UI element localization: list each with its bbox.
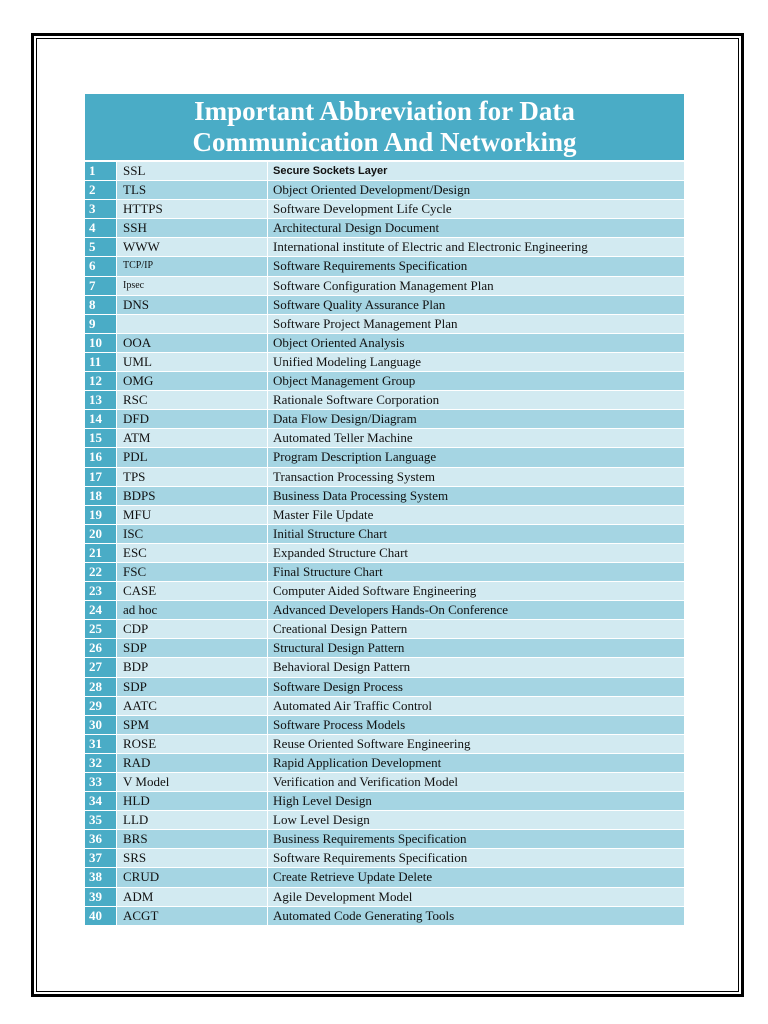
row-number: 36 [85, 830, 117, 848]
table-row [85, 372, 684, 391]
full-form-cell: Advanced Developers Hands-On Conference [268, 601, 684, 619]
table-row [85, 200, 684, 219]
full-form-cell: Transaction Processing System [268, 468, 684, 486]
row-number: 25 [85, 620, 117, 638]
abbreviation-cell: PDL [117, 448, 268, 466]
row-number: 1 [85, 162, 117, 180]
abbreviation-cell: BDPS [117, 487, 268, 505]
full-form-cell: Behavioral Design Pattern [268, 658, 684, 676]
row-number: 30 [85, 716, 117, 734]
abbreviation-cell: DNS [117, 296, 268, 314]
full-form-cell: Rationale Software Corporation [268, 391, 684, 409]
table-row [85, 391, 684, 410]
row-number: 5 [85, 238, 117, 256]
full-form-cell: Initial Structure Chart [268, 525, 684, 543]
row-number: 6 [85, 257, 117, 275]
abbreviation-cell: RAD [117, 754, 268, 772]
row-number: 29 [85, 697, 117, 715]
abbreviation-cell: HLD [117, 792, 268, 810]
full-form-cell: Software Process Models [268, 716, 684, 734]
full-form-cell: Master File Update [268, 506, 684, 524]
full-form-cell: Expanded Structure Chart [268, 544, 684, 562]
full-form-cell: Verification and Verification Model [268, 773, 684, 791]
row-number: 19 [85, 506, 117, 524]
full-form-cell: Automated Code Generating Tools [268, 907, 684, 925]
abbreviation-cell: LLD [117, 811, 268, 829]
full-form-cell: Object Management Group [268, 372, 684, 390]
table-row [85, 697, 684, 716]
table-row [85, 410, 684, 429]
table-row [85, 658, 684, 677]
abbreviation-cell: ESC [117, 544, 268, 562]
abbreviation-cell: RSC [117, 391, 268, 409]
abbreviation-cell: TPS [117, 468, 268, 486]
abbreviation-cell: UML [117, 353, 268, 371]
abbreviation-cell: TLS [117, 181, 268, 199]
row-number: 7 [85, 277, 117, 295]
full-form-cell: Agile Development Model [268, 888, 684, 906]
table-row [85, 735, 684, 754]
full-form-cell: Software Quality Assurance Plan [268, 296, 684, 314]
row-number: 23 [85, 582, 117, 600]
abbreviation-cell: OOA [117, 334, 268, 352]
table-row [85, 487, 684, 506]
row-number: 12 [85, 372, 117, 390]
row-number: 24 [85, 601, 117, 619]
full-form-cell: Structural Design Pattern [268, 639, 684, 657]
full-form-cell: Rapid Application Development [268, 754, 684, 772]
abbreviation-cell: ATM [117, 429, 268, 447]
table-row [85, 506, 684, 525]
table-row [85, 257, 684, 276]
abbreviation-cell: SSH [117, 219, 268, 237]
full-form-cell: Software Configuration Management Plan [268, 277, 684, 295]
full-form-cell: Software Requirements Specification [268, 257, 684, 275]
table-row [85, 620, 684, 639]
full-form-cell: Final Structure Chart [268, 563, 684, 581]
abbreviation-cell: BDP [117, 658, 268, 676]
table-row [85, 868, 684, 887]
table-row [85, 181, 684, 200]
table-row [85, 582, 684, 601]
row-number: 10 [85, 334, 117, 352]
row-number: 39 [85, 888, 117, 906]
full-form-cell: Software Design Process [268, 678, 684, 696]
full-form-cell: Software Project Management Plan [268, 315, 684, 333]
table-row [85, 468, 684, 487]
full-form-cell: Business Data Processing System [268, 487, 684, 505]
table-row [85, 754, 684, 773]
row-number: 27 [85, 658, 117, 676]
table-row [85, 219, 684, 238]
row-number: 20 [85, 525, 117, 543]
table-body [85, 162, 684, 926]
row-number: 8 [85, 296, 117, 314]
abbreviation-cell: SDP [117, 678, 268, 696]
abbreviation-cell [117, 315, 268, 333]
abbreviation-cell: WWW [117, 238, 268, 256]
row-number: 32 [85, 754, 117, 772]
abbreviation-cell: ad hoc [117, 601, 268, 619]
table-row [85, 792, 684, 811]
row-number: 35 [85, 811, 117, 829]
full-form-cell: Architectural Design Document [268, 219, 684, 237]
abbreviation-cell: CDP [117, 620, 268, 638]
abbreviation-cell: ISC [117, 525, 268, 543]
full-form-cell: Reuse Oriented Software Engineering [268, 735, 684, 753]
table-row [85, 716, 684, 735]
abbreviation-cell: Ipsec [117, 277, 268, 295]
row-number: 9 [85, 315, 117, 333]
title-line-1: Important Abbreviation for Data [194, 96, 575, 126]
table-row [85, 601, 684, 620]
table-row [85, 238, 684, 257]
row-number: 17 [85, 468, 117, 486]
row-number: 28 [85, 678, 117, 696]
table-row [85, 811, 684, 830]
abbreviation-cell: SSL [117, 162, 268, 180]
table-row [85, 162, 684, 181]
table-row [85, 563, 684, 582]
row-number: 34 [85, 792, 117, 810]
full-form-cell: Software Development Life Cycle [268, 200, 684, 218]
abbreviation-cell: FSC [117, 563, 268, 581]
row-number: 40 [85, 907, 117, 925]
row-number: 2 [85, 181, 117, 199]
row-number: 18 [85, 487, 117, 505]
table-row [85, 888, 684, 907]
table-row [85, 296, 684, 315]
abbreviation-cell: ACGT [117, 907, 268, 925]
full-form-cell: Low Level Design [268, 811, 684, 829]
row-number: 3 [85, 200, 117, 218]
full-form-cell: Secure Sockets Layer [268, 162, 684, 180]
abbreviation-cell: TCP/IP [117, 257, 268, 275]
row-number: 4 [85, 219, 117, 237]
row-number: 33 [85, 773, 117, 791]
full-form-cell: High Level Design [268, 792, 684, 810]
full-form-cell: Business Requirements Specification [268, 830, 684, 848]
abbreviation-cell: SDP [117, 639, 268, 657]
table-row [85, 277, 684, 296]
table-row [85, 448, 684, 467]
row-number: 37 [85, 849, 117, 867]
row-number: 38 [85, 868, 117, 886]
abbreviation-cell: HTTPS [117, 200, 268, 218]
table-row [85, 544, 684, 563]
full-form-cell: Software Requirements Specification [268, 849, 684, 867]
full-form-cell: International institute of Electric and Electronic Engineering [268, 238, 684, 256]
full-form-cell: Computer Aided Software Engineering [268, 582, 684, 600]
row-number: 14 [85, 410, 117, 428]
abbreviation-cell: ROSE [117, 735, 268, 753]
full-form-cell: Creational Design Pattern [268, 620, 684, 638]
table-row [85, 830, 684, 849]
abbreviation-cell: ADM [117, 888, 268, 906]
full-form-cell: Create Retrieve Update Delete [268, 868, 684, 886]
full-form-cell: Automated Air Traffic Control [268, 697, 684, 715]
abbreviation-cell: BRS [117, 830, 268, 848]
abbreviation-cell: SRS [117, 849, 268, 867]
table-row [85, 315, 684, 334]
row-number: 16 [85, 448, 117, 466]
table-row [85, 907, 684, 926]
abbreviation-cell: CRUD [117, 868, 268, 886]
table-row [85, 353, 684, 372]
abbreviation-cell: DFD [117, 410, 268, 428]
full-form-cell: Object Oriented Analysis [268, 334, 684, 352]
full-form-cell: Program Description Language [268, 448, 684, 466]
row-number: 22 [85, 563, 117, 581]
table-row [85, 429, 684, 448]
row-number: 21 [85, 544, 117, 562]
table-row [85, 849, 684, 868]
abbreviation-cell: MFU [117, 506, 268, 524]
row-number: 11 [85, 353, 117, 371]
abbreviation-cell: OMG [117, 372, 268, 390]
table-title [85, 94, 684, 162]
full-form-cell: Object Oriented Development/Design [268, 181, 684, 199]
row-number: 13 [85, 391, 117, 409]
full-form-cell: Automated Teller Machine [268, 429, 684, 447]
title-line-2: Communication And Networking [192, 127, 577, 157]
abbreviation-cell: AATC [117, 697, 268, 715]
abbreviation-cell: V Model [117, 773, 268, 791]
table-row [85, 639, 684, 658]
full-form-cell: Unified Modeling Language [268, 353, 684, 371]
row-number: 31 [85, 735, 117, 753]
row-number: 15 [85, 429, 117, 447]
table-row [85, 334, 684, 353]
table-row [85, 773, 684, 792]
table-row [85, 525, 684, 544]
abbreviation-cell: CASE [117, 582, 268, 600]
abbreviation-cell: SPM [117, 716, 268, 734]
row-number: 26 [85, 639, 117, 657]
table-row [85, 678, 684, 697]
full-form-cell: Data Flow Design/Diagram [268, 410, 684, 428]
abbreviation-table [85, 94, 684, 926]
